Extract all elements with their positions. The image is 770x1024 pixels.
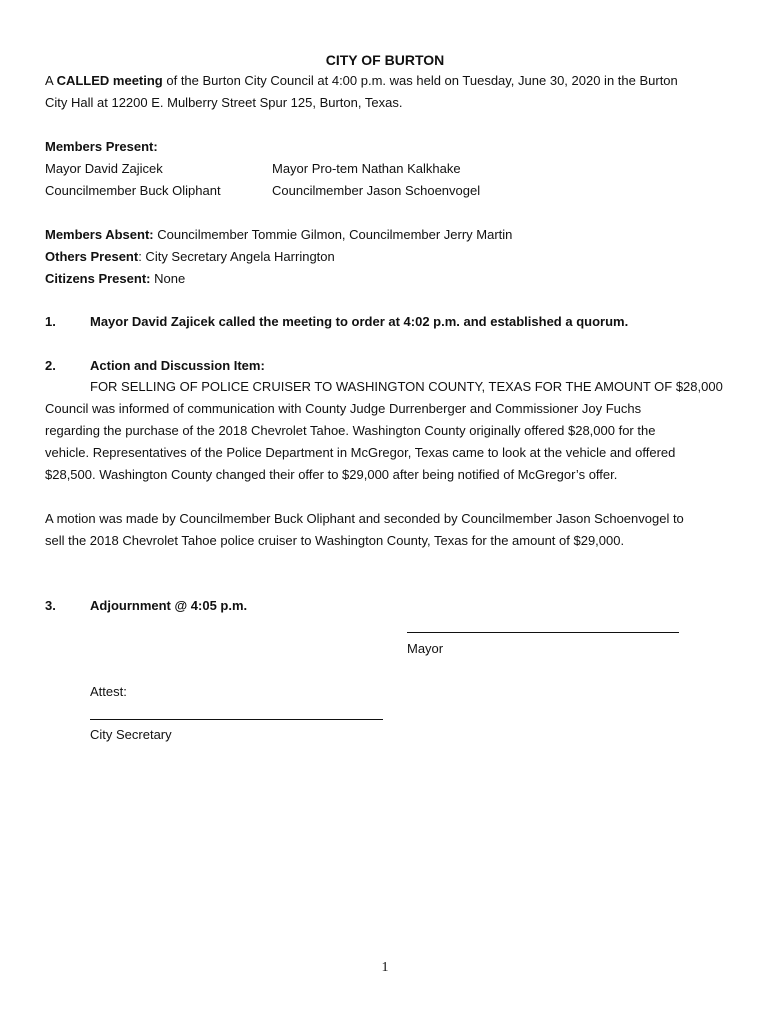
intro-line-1 [45,70,735,92]
member-right-2: Councilmember Jason Schoenvogel [272,183,481,198]
item-2-line-4: $28,500. Washington County changed their offer to $29,000 after being notified of McGregor’s offer. [45,467,618,482]
citizens-present-label: Citizens Present: [45,271,151,286]
item-2-heading: Action and Discussion Item: [90,358,265,373]
item-2-line-1: Council was informed of communication with County Judge Durrenberger and Commissioner Joy Fuchs [45,401,642,416]
item-2-number: 2. [45,358,56,373]
item-1-text: Mayor David Zajicek called the meeting to order at 4:02 p.m. and established a quorum. [90,314,629,329]
mayor-signature-line [407,632,679,633]
members-absent-label: Members Absent: [45,227,154,242]
intro-rest: of the Burton City Council at 4:00 p.m. was held on Tuesday, June 30, 2020 in the Burton [162,73,678,88]
member-right-1: Mayor Pro-tem Nathan Kalkhake [272,161,461,176]
citizens-present [45,268,735,290]
item-1-number: 1. [45,314,56,329]
others-present-label: Others Present [45,249,139,264]
document-title: CITY OF BURTON [325,52,445,68]
item-3-number: 3. [45,598,56,613]
members-absent-value: Councilmember Tommie Gilmon, Councilmember Jerry Martin [153,227,513,242]
page-number: 1 [381,960,389,975]
attest-label: Attest: [90,684,127,699]
members-absent [45,224,735,246]
members-present-heading: Members Present: [45,139,158,154]
motion-line-1: A motion was made by Councilmember Buck Oliphant and seconded by Councilmember Jason Schoenvogel to [45,511,684,526]
motion-line-2: sell the 2018 Chevrolet Tahoe police cruiser to Washington County, Texas for the amount of $29,000. [45,533,625,548]
item-2-subject: FOR SELLING OF POLICE CRUISER TO WASHINGTON COUNTY, TEXAS FOR THE AMOUNT OF $28,000 [90,379,723,394]
secretary-signature-line [90,719,383,720]
member-left-2: Councilmember Buck Oliphant [45,183,221,198]
others-present [45,246,735,268]
item-2-line-2: regarding the purchase of the 2018 Chevrolet Tahoe. Washington County originally offered $28,000 for the [45,423,656,438]
intro-line-2: City Hall at 12200 E. Mulberry Street Spur 125, Burton, Texas. [45,95,403,110]
mayor-label: Mayor [407,641,444,656]
member-left-1: Mayor David Zajicek [45,161,163,176]
citizens-present-value: None [150,271,186,286]
city-secretary-label: City Secretary [90,727,172,742]
intro-bold: CALLED meeting [56,73,163,88]
item-2-line-3: vehicle. Representatives of the Police Department in McGregor, Texas came to look at the vehicle and offered [45,445,676,460]
item-3-text: Adjournment @ 4:05 p.m. [90,598,248,613]
others-present-value: : City Secretary Angela Harrington [138,249,335,264]
intro-prefix: A [45,73,57,88]
